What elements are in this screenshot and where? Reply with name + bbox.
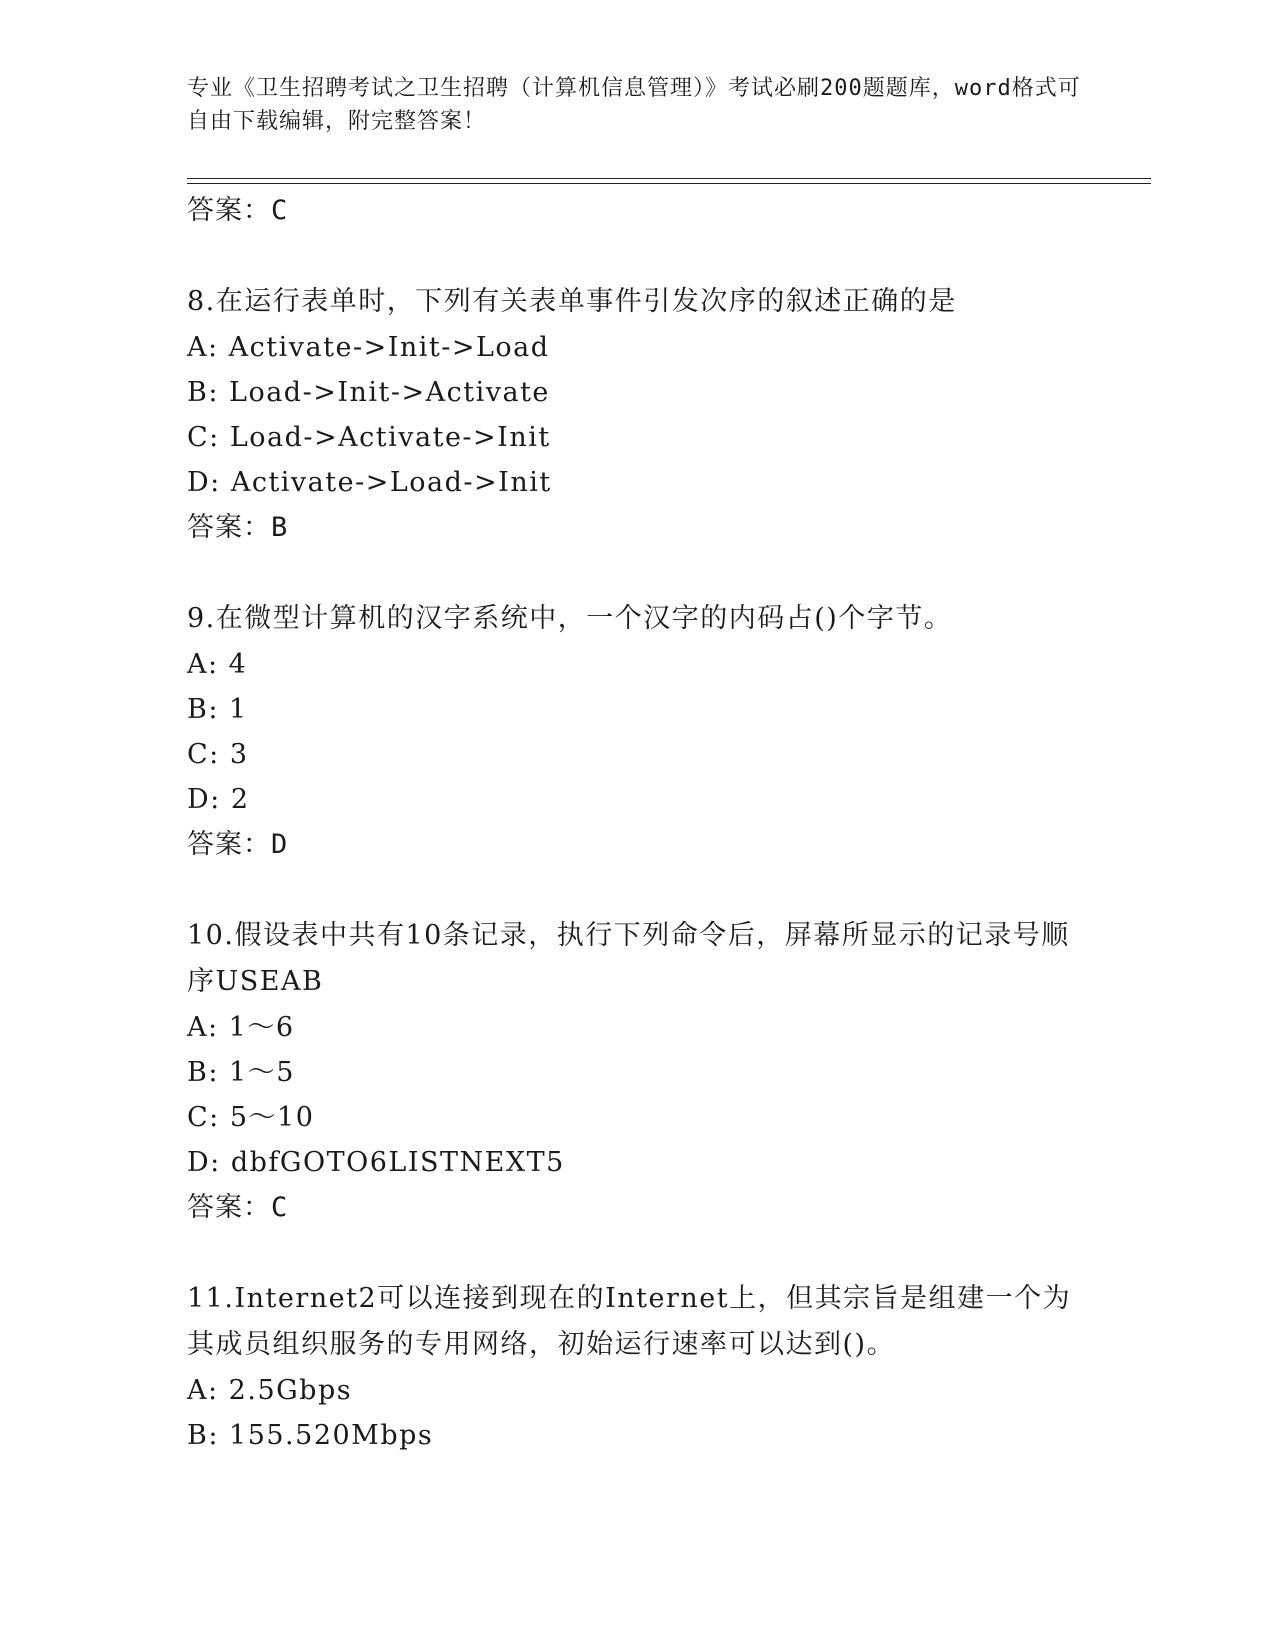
- header-divider-bottom: [187, 183, 1151, 184]
- option-b: B: 155.520Mbps: [187, 1420, 434, 1451]
- option-a: A: Activate->Init->Load: [187, 332, 550, 363]
- answer-label: 答案：D: [187, 829, 289, 860]
- option-b: B: 1: [187, 694, 248, 725]
- answer-label: 答案：C: [187, 195, 289, 226]
- option-a: A: 4: [187, 649, 248, 680]
- option-c: C: 5～10: [187, 1102, 315, 1133]
- question-text: 10.假设表中共有10条记录，执行下列命令后，屏幕所显示的记录号顺序USEAB: [187, 920, 1070, 997]
- option-b: B: Load->Init->Activate: [187, 377, 550, 408]
- question-10: [187, 913, 1087, 1230]
- option-b: B: 1～5: [187, 1057, 295, 1088]
- question-text: 11.Internet2可以连接到现在的Internet上，但其宗旨是组建一个为其成员组织服务的专用网络，初始运行速率可以达到()。: [187, 1283, 1072, 1360]
- answer-label: 答案：C: [187, 1192, 289, 1223]
- question-text: 8.在运行表单时，下列有关表单事件引发次序的叙述正确的是: [187, 286, 957, 317]
- option-d: D: 2: [187, 784, 250, 815]
- header-divider-top: [187, 178, 1151, 179]
- document-header: 专业《卫生招聘考试之卫生招聘（计算机信息管理）》考试必刷200题题库，word格式可自由下载编辑，附完整答案！: [187, 76, 1081, 134]
- option-a: A: 1～6: [187, 1012, 295, 1043]
- answer-label: 答案：B: [187, 512, 289, 543]
- question-list: [187, 188, 1087, 1458]
- question-text: 9.在微型计算机的汉字系统中，一个汉字的内码占()个字节。: [187, 603, 953, 634]
- question-8: [187, 279, 1087, 550]
- question-11: [187, 1276, 1087, 1458]
- option-a: A: 2.5Gbps: [187, 1375, 353, 1406]
- question-9: [187, 596, 1087, 867]
- option-c: C: Load->Activate->Init: [187, 422, 551, 453]
- option-c: C: 3: [187, 739, 249, 770]
- option-d: D: Activate->Load->Init: [187, 467, 552, 498]
- option-d: D: dbfGOTO6LISTNEXT5: [187, 1147, 565, 1178]
